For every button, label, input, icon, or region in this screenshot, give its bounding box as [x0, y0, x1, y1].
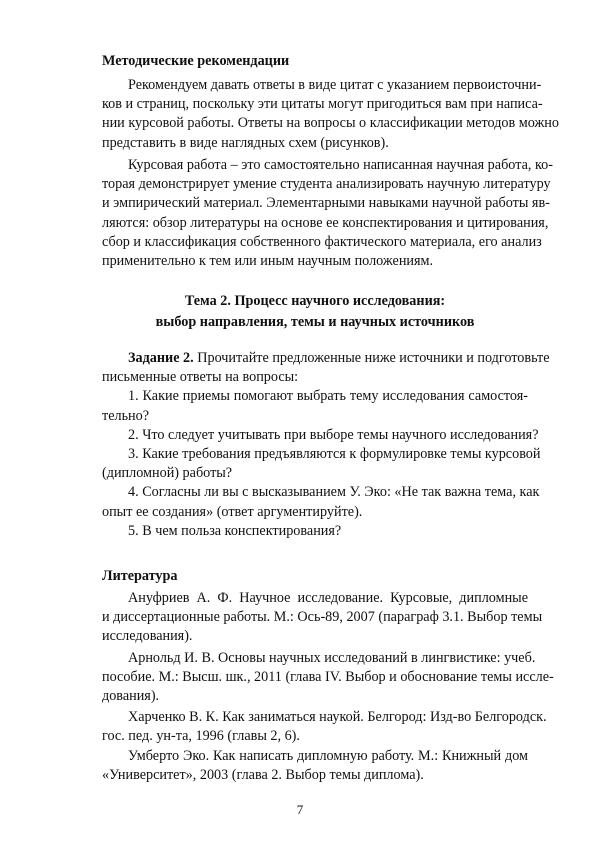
task-label: Задание 2.: [128, 350, 194, 366]
reference-4: [102, 747, 528, 785]
question-2: 2. Что следует учитывать при выборе темы научного исследования?: [128, 426, 539, 443]
question-5: 5. В чем польза конспектирования?: [128, 522, 342, 539]
text-line: нии курсовой работы. Ответы на вопросы о классификации методов можно: [102, 115, 559, 132]
task-intro-line-2: письменные ответы на вопросы:: [102, 369, 299, 386]
question-1-cont: тельно?: [102, 407, 150, 424]
text-line: гос. пед. ун-та, 1996 (главы 2, 6).: [102, 728, 300, 745]
topic-title-line-2: выбор направления, темы и научных источников: [155, 314, 475, 330]
text-line: представить в виде наглядных схем (рисунков).: [102, 134, 389, 151]
reference-1: [102, 589, 543, 647]
reference-2: [102, 649, 554, 707]
text-line: применительно к тем или иным научным положениям.: [102, 252, 434, 269]
method-recs-heading: Методические рекомендации: [102, 53, 290, 69]
task-intro-line: [102, 349, 550, 368]
text-line: ков и страниц, поскольку эти цитаты могут пригодиться вам при написа-: [102, 96, 543, 113]
question-1: 1. Какие приемы помогают выбрать тему исследования самостоя-: [128, 388, 528, 405]
text-line: «Университет», 2003 (глава 2. Выбор темы диплома).: [102, 767, 424, 784]
text-line: дования).: [102, 688, 160, 705]
text-line: и эмпирический материал. Элементарными навыками научной работы яв-: [102, 195, 550, 212]
text-line: торая демонстрирует умение студента анализировать научную литературу: [102, 176, 551, 193]
text-line: ляются: обзор литературы на основе ее конспектирования и цитирования,: [102, 214, 549, 231]
text-line: Умберто Эко. Как написать дипломную работу. М.: Книжный дом: [128, 748, 528, 764]
question-4-cont: опыт ее создания» (ответ аргументируйте).: [102, 503, 363, 520]
text-line: сбор и классификация собственного фактического материала, его анализ: [102, 233, 542, 250]
text-line: Харченко В. К. Как заниматься наукой. Белгород: Изд-во Белгородск.: [128, 709, 547, 725]
text-line: исследования).: [102, 628, 193, 645]
method-recs-paragraph-1: [102, 76, 559, 153]
page-number: 7: [296, 802, 304, 817]
text-line: Арнольд И. В. Основы научных исследований в лингвистике: учеб.: [128, 650, 536, 666]
question-3-cont: (дипломной) работы?: [102, 465, 233, 482]
text-line: и диссертационные работы. М.: Ось-89, 2007 (параграф 3.1. Выбор темы: [102, 609, 543, 626]
text-line: Рекомендуем давать ответы в виде цитат с указанием первоисточни-: [128, 77, 542, 93]
question-4: 4. Согласны ли вы с высказыванием У. Эко: «Не так важна тема, как: [128, 484, 540, 501]
method-recs-paragraph-2: [102, 156, 553, 271]
topic-title-line-1: Тема 2. Процесс научного исследования:: [184, 293, 446, 309]
text-line: пособие. М.: Высш. шк., 2011 (глава IV. Выбор и обоснование темы иссле-: [102, 669, 554, 686]
task-block: [102, 349, 550, 541]
question-3: 3. Какие требования предъявляются к формулировке темы курсовой: [128, 445, 541, 462]
text-line: Ануфриев А. Ф. Научное исследование. Курсовые, дипломные: [128, 590, 528, 606]
text-line: Курсовая работа – это самостоятельно написанная научная работа, ко-: [128, 157, 553, 173]
task-intro-text: Прочитайте предложенные ниже источники и подготовьте: [193, 350, 550, 366]
reference-3: [102, 708, 547, 746]
literature-heading: Литература: [102, 568, 178, 584]
